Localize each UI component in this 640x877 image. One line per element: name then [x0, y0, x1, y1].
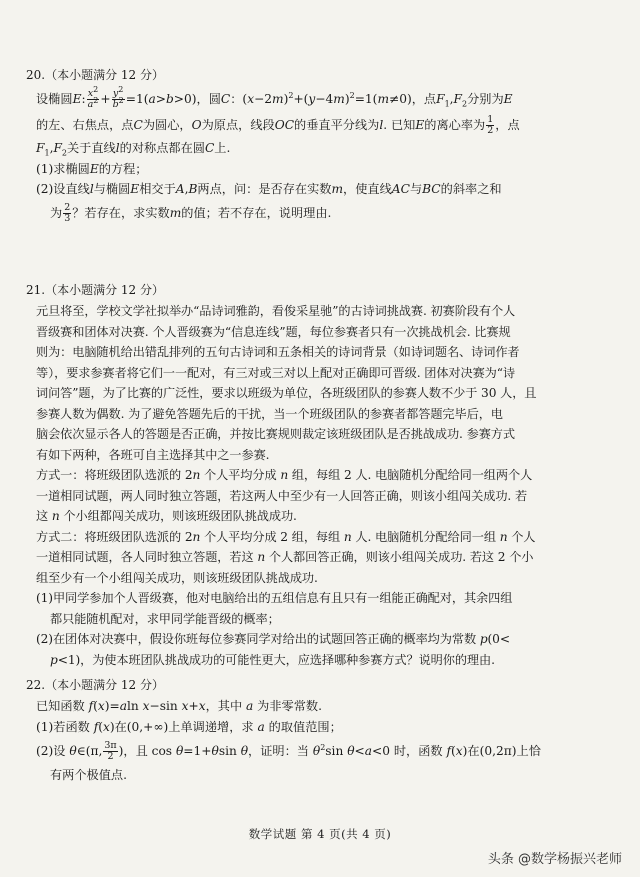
problem-21-text-line: 词问答”题，为了比赛的广泛性，要求以班级为单位，各班级团队的参赛人数不少于 30 人，且: [36, 386, 537, 400]
problem-22-question-2-line-2: 有两个极值点.: [50, 768, 127, 782]
problem-20-line-2: 的左、右焦点，点C为圆心，O为原点，线段OC的垂直平分线为l. 已知E的离心率为 $\frac{1}{2}$ ，点: [36, 114, 520, 136]
problem-22-question-1: (1)若函数 f(x)在(0,+∞)上单调递增，求 a 的取值范围；: [36, 719, 342, 734]
problem-22-line-1: 已知函数 f(x)=aln x−sin x+x，其中 a 为非零常数.: [36, 699, 322, 713]
problem-21-header: 21.（本小题满分 12 分）: [26, 283, 164, 297]
method-1-line-1: 方式一：将班级团队选派的 2n 个人平均分成 n 组，每组 2 人. 电脑随机分配给同一组两个人: [36, 468, 533, 482]
problem-21-text-line: 等），要求参赛者将它们一一配对，有三对或三对以上配对正确即可晋级. 团体对决赛为“诗: [36, 365, 515, 380]
slope-sum-fraction: $\frac{2}{3}$: [64, 201, 71, 224]
problem-21-text-line: 参赛人数为偶数. 为了避免答题先后的干扰，当一个班级团队的参赛者都答题完毕后，电: [36, 406, 503, 421]
problem-21-text-line: 有如下两种，各班可自主选择其中之一参赛.: [36, 447, 270, 462]
ellipse-fraction-y: $\frac{y^2}{b^2}$: [112, 84, 124, 110]
problem-21: [26, 281, 616, 670]
method-2-line-1: 方式二：将班级团队选派的 2n 个人平均分成 2 组，每组 n 人. 电脑随机分配给同一组 n 个人: [36, 529, 536, 544]
problem-21-question-2-line-2: p<1)，为使本班团队挑战成功的可能性更大，应选择哪种参赛方式？说明你的理由.: [50, 652, 495, 667]
problem-21-question-1-line-2: 都只能随机配对，求甲同学能晋级的概率；: [50, 611, 280, 626]
method-1-line-2: 一道相同试题，两人同时独立答题，若这两人中至少有一人回答正确，则该小组闯关成功. 若: [36, 488, 528, 503]
watermark: 头条 @数学杨振兴老师: [487, 852, 622, 867]
problem-20-question-2-line-2: 为 $\frac{2}{3}$ ？若存在，求实数m的值；若不存在，说明理由.: [50, 201, 332, 224]
method-2-line-3: 组至少有一个小组闯关成功，则该班级团队挑战成功.: [36, 570, 318, 585]
problem-22-header: 22.（本小题满分 12 分）: [26, 678, 164, 692]
problem-20: [26, 66, 616, 226]
problem-20-header: 20.（本小题满分 12 分）: [26, 68, 164, 82]
problem-22-question-2-line-1: (2)设 θ∈(π, $\frac{3\pi}{2}$ )，且 cos θ=1+θsin θ，证明：当 $\theta^2\sin$ θ<a<0 时，函数 f(x)在(0,2π)上恰: [36, 740, 541, 762]
problem-21-question-2-line-1: (2)在团体对决赛中，假设你班每位参赛同学对给出的试题回答正确的概率均为常数 p(0<: [36, 632, 510, 646]
problem-21-text-line: 晋级赛和团体对决赛. 个人晋级赛为“信息连线”题，每位参赛者只有一次挑战机会. 比赛规: [36, 324, 511, 339]
problem-22: [26, 676, 616, 786]
problem-21-text-line: 元旦将至，学校文学社拟举办“品诗词雅韵，看俊采星驰”的古诗词挑战赛. 初赛阶段有个人: [36, 304, 516, 318]
problem-20-line-1: 设椭圆E: $\frac{x^2}{a^2}$ + $\frac{y^2}{b^2}$ =1(a>b>0)，圆C：$(x-2m)^2+(y-4m)^2=1(m\ne 0)$，点$F_1,F_2$分别为E: [36, 84, 513, 110]
problem-21-text-line: 脑会依次显示各人的答题是否正确，并按比赛规则裁定该班级团队是否挑战成功. 参赛方式: [36, 427, 515, 441]
method-2-line-2: 一道相同试题，各人同时独立答题，若这 n 个人都回答正确，则该小组闯关成功. 若这 2 个小: [36, 550, 534, 564]
problem-20-question-2-line-1: (2)设直线l与椭圆E相交于A,B两点，问：是否存在实数m，使直线AC与BC的斜率之和: [36, 182, 502, 196]
page-footer: 数学试题 第 4 页(共 4 页): [248, 827, 392, 841]
problem-20-line-3: $F_1,F_2$关于直线l的对称点都在圆C上.: [36, 141, 231, 158]
problem-20-question-1: (1)求椭圆E的方程；: [36, 161, 148, 176]
ellipse-fraction-x: $\frac{x^2}{a^2}$: [87, 84, 99, 110]
interval-fraction: $\frac{3\pi}{2}$: [104, 740, 117, 762]
problem-21-text-line: 则为：电脑随机给出错乱排列的五句古诗词和五条相关的诗词背景（如诗词题名、诗词作者: [36, 345, 520, 359]
problem-21-question-1-line-1: (1)甲同学参加个人晋级赛，他对电脑给出的五组信息有且只有一组能正确配对，其余四组: [36, 591, 513, 605]
method-1-line-3: 这 n 个小组都闯关成功，则该班级团队挑战成功.: [36, 509, 297, 523]
eccentricity-fraction: $\frac{1}{2}$: [487, 114, 494, 136]
